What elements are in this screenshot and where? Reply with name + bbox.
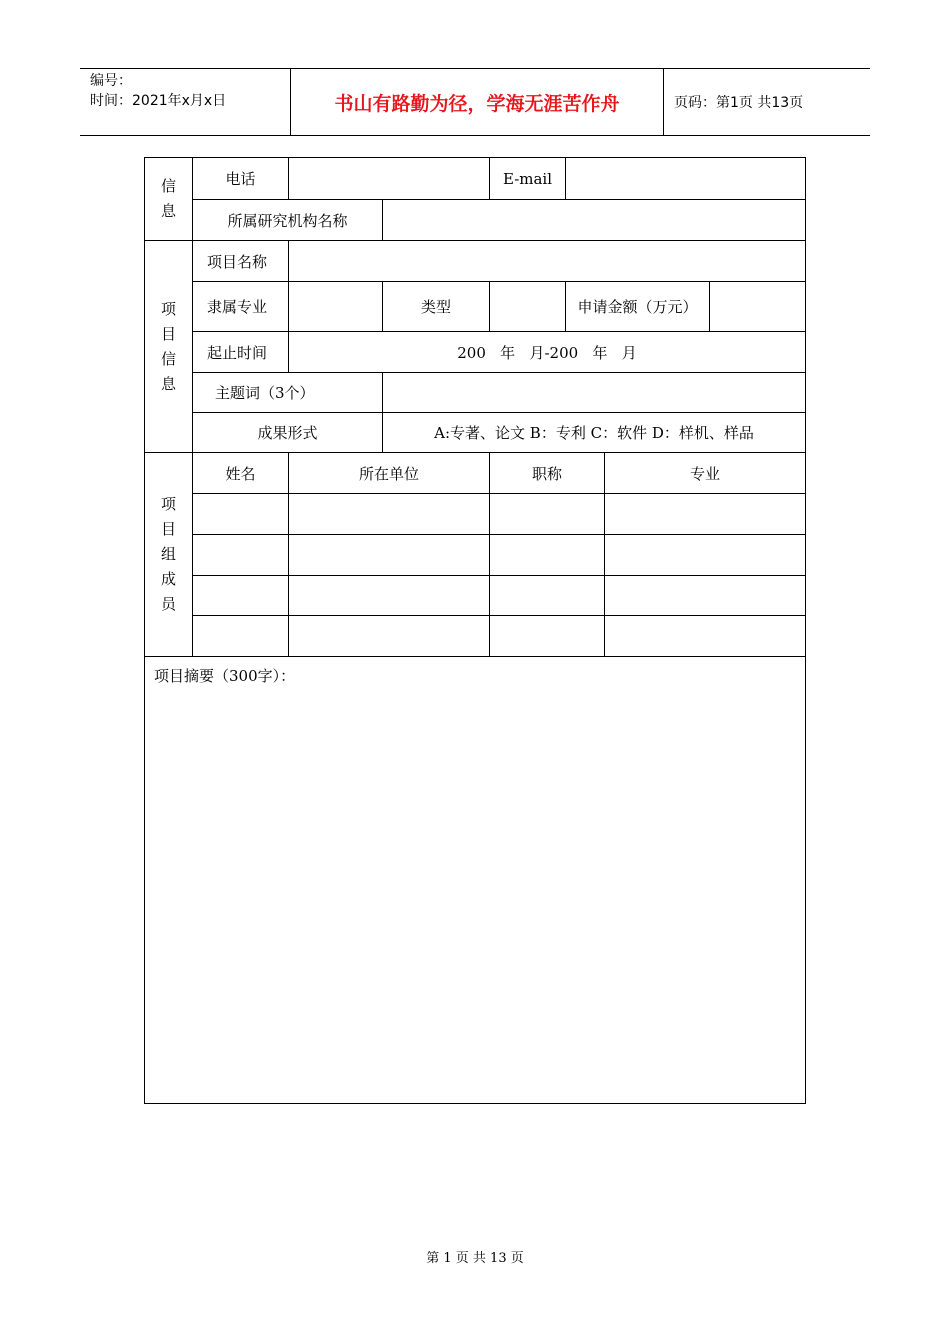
member-header-major: 专业 xyxy=(605,453,806,494)
type-label: 类型 xyxy=(383,282,490,332)
amount-label: 申请金额（万元） xyxy=(566,282,710,332)
member-unit-cell[interactable] xyxy=(289,535,490,576)
member-header-unit: 所在单位 xyxy=(289,453,490,494)
member-title-cell[interactable] xyxy=(490,616,605,657)
email-field[interactable] xyxy=(566,158,806,200)
major-label: 隶属专业 xyxy=(193,282,289,332)
table-row xyxy=(145,616,806,657)
side-label-members: 项目组成员 xyxy=(145,453,193,657)
major-field[interactable] xyxy=(289,282,383,332)
member-title-cell[interactable] xyxy=(490,494,605,535)
phone-field[interactable] xyxy=(289,158,490,200)
project-name-field[interactable] xyxy=(289,241,806,282)
member-name-cell[interactable] xyxy=(193,535,289,576)
abstract-label: 项目摘要（300字）： xyxy=(154,667,296,685)
keywords-label: 主题词（3个） xyxy=(193,373,383,413)
page-footer: 第 1 页 共 13 页 xyxy=(426,1251,524,1266)
member-header-title: 职称 xyxy=(490,453,605,494)
member-title-cell[interactable] xyxy=(490,535,605,576)
time-label: 时间：2021年x月x日 xyxy=(90,93,227,109)
member-major-cell[interactable] xyxy=(605,576,806,616)
email-label: E-mail xyxy=(490,158,566,200)
table-row xyxy=(145,535,806,576)
table-row xyxy=(145,494,806,535)
member-name-cell[interactable] xyxy=(193,576,289,616)
member-unit-cell[interactable] xyxy=(289,576,490,616)
application-form xyxy=(144,157,806,1104)
project-name-label: 项目名称 xyxy=(193,241,289,282)
org-label: 所属研究机构名称 xyxy=(193,200,383,241)
result-label: 成果形式 xyxy=(193,413,383,453)
page-label: 页码：第1页 共13页 xyxy=(664,69,871,136)
org-field[interactable] xyxy=(383,200,806,241)
number-label: 编号： xyxy=(90,73,132,89)
period-label: 起止时间 xyxy=(193,332,289,373)
member-major-cell[interactable] xyxy=(605,616,806,657)
result-field: A:专著、论文 B：专利 C：软件 D：样机、样品 xyxy=(383,413,806,453)
side-label-info: 信息 xyxy=(145,158,193,241)
type-field[interactable] xyxy=(490,282,566,332)
member-name-cell[interactable] xyxy=(193,616,289,657)
member-unit-cell[interactable] xyxy=(289,494,490,535)
table-row xyxy=(145,576,806,616)
side-label-project: 项目信息 xyxy=(145,241,193,453)
page-header xyxy=(80,68,870,136)
keywords-field[interactable] xyxy=(383,373,806,413)
member-header-name: 姓名 xyxy=(193,453,289,494)
amount-field[interactable] xyxy=(710,282,806,332)
member-major-cell[interactable] xyxy=(605,494,806,535)
member-title-cell[interactable] xyxy=(490,576,605,616)
member-major-cell[interactable] xyxy=(605,535,806,576)
abstract-area[interactable] xyxy=(145,657,806,1104)
phone-label: 电话 xyxy=(193,158,289,200)
motto: 书山有路勤为径，学海无涯苦作舟 xyxy=(291,69,664,136)
period-field[interactable]: 200 年 月-200 年 月 xyxy=(289,332,806,373)
member-unit-cell[interactable] xyxy=(289,616,490,657)
header-meta xyxy=(80,69,291,136)
member-name-cell[interactable] xyxy=(193,494,289,535)
